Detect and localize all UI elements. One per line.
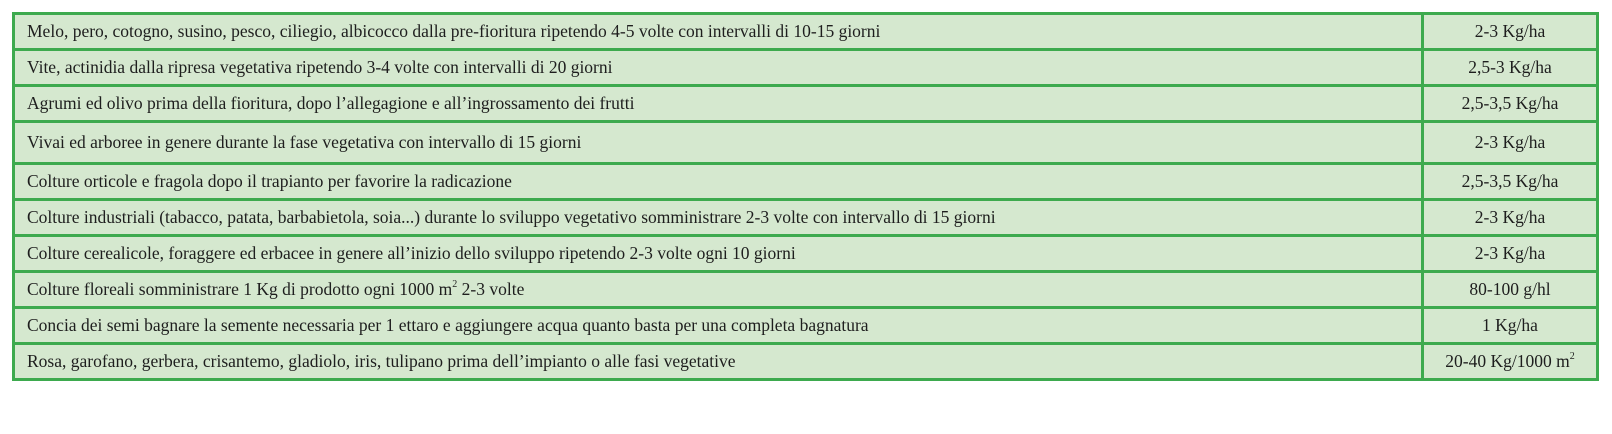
- row-dose: 2-3 Kg/ha: [1423, 122, 1598, 164]
- row-description: Agrumi ed olivo prima della fioritura, dopo l’allegagione e all’ingrossamento dei frutti: [14, 86, 1423, 122]
- row-description-cell: [14, 272, 1423, 308]
- table-row: [14, 272, 1598, 308]
- superscript: 2: [1569, 351, 1575, 363]
- row-description: Colture cerealicole, foraggere ed erbacee in genere all’inizio dello sviluppo ripetendo 2-3 volte ogni 10 giorni: [14, 236, 1423, 272]
- table-row: [14, 86, 1598, 122]
- row-dose: 2,5-3,5 Kg/ha: [1423, 164, 1598, 200]
- row-dose: 2-3 Kg/ha: [1423, 200, 1598, 236]
- row-dose: 1 Kg/ha: [1423, 308, 1598, 344]
- table-row: [14, 14, 1598, 50]
- row-description: Concia dei semi bagnare la semente necessaria per 1 ettaro e aggiungere acqua quanto basta per una completa bagnatura: [14, 308, 1423, 344]
- row-description: Colture orticole e fragola dopo il trapianto per favorire la radicazione: [14, 164, 1423, 200]
- dosage-table: [12, 12, 1599, 381]
- table-row: [14, 164, 1598, 200]
- table-row: [14, 308, 1598, 344]
- table-row: [14, 344, 1598, 380]
- row-description: Colture industriali (tabacco, patata, barbabietola, soia...) durante lo sviluppo vegetativo somministrare 2-3 volte con intervallo di 15 giorni: [14, 200, 1423, 236]
- row-description: Vivai ed arboree in genere durante la fase vegetativa con intervallo di 15 giorni: [14, 122, 1423, 164]
- row-dose: 80-100 g/hl: [1423, 272, 1598, 308]
- row-description: Vite, actinidia dalla ripresa vegetativa ripetendo 3-4 volte con intervalli di 20 giorni: [14, 50, 1423, 86]
- row-description: Colture floreali somministrare 1 Kg di prodotto ogni 1000 m: [27, 279, 453, 299]
- row-dose: 2,5-3,5 Kg/ha: [1423, 86, 1598, 122]
- row-dose: 20-40 Kg/1000 m: [1445, 351, 1570, 371]
- row-dose: 2-3 Kg/ha: [1423, 236, 1598, 272]
- table-row: [14, 200, 1598, 236]
- table-row: [14, 236, 1598, 272]
- superscript: 2: [452, 279, 458, 291]
- row-description-tail: 2-3 volte: [457, 279, 525, 299]
- row-dose: 2,5-3 Kg/ha: [1423, 50, 1598, 86]
- table-row: [14, 50, 1598, 86]
- row-dose-cell: [1423, 344, 1598, 380]
- row-dose: 2-3 Kg/ha: [1423, 14, 1598, 50]
- row-description: Melo, pero, cotogno, susino, pesco, ciliegio, albicocco dalla pre-fioritura ripetendo 4-5 volte con intervalli di 10-15 giorni: [14, 14, 1423, 50]
- table-row: [14, 122, 1598, 164]
- row-description: Rosa, garofano, gerbera, crisantemo, gladiolo, iris, tulipano prima dell’impianto o alle fasi vegetative: [14, 344, 1423, 380]
